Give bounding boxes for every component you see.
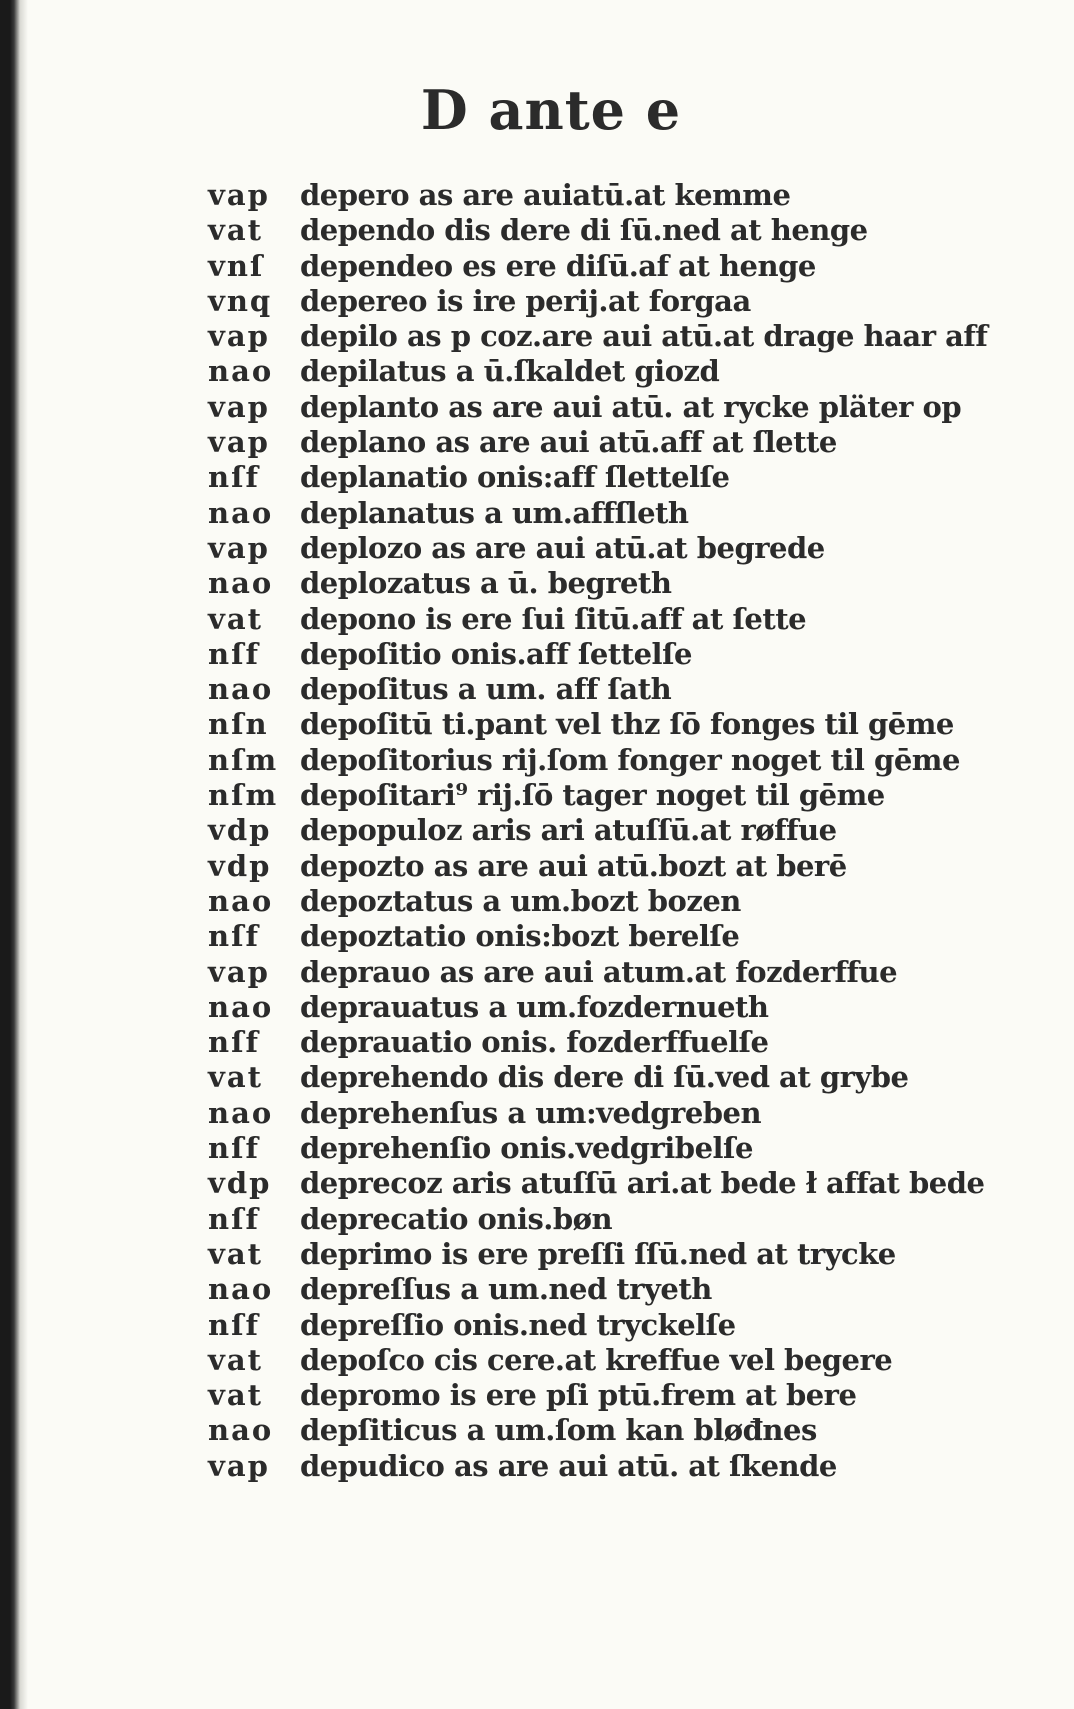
entry-text: depoſitus a um. aff ſath — [300, 672, 672, 707]
dictionary-entry — [208, 354, 1008, 389]
entry-grammar-code: nſm — [208, 742, 279, 777]
entry-grammar-code: nao — [208, 566, 274, 601]
entry-grammar-code: nao — [208, 1095, 274, 1130]
document-page — [28, 0, 1074, 1709]
entry-grammar-code: vat — [208, 1342, 264, 1377]
entry-text: deplano as are aui atū.aff at ſlette — [300, 425, 837, 460]
entry-text: depoſitū ti.pant vel thz ſō fonges til gēme — [300, 707, 954, 742]
dictionary-entry — [208, 1096, 1008, 1131]
entry-grammar-code: vnq — [208, 283, 273, 318]
dictionary-entry — [208, 672, 1008, 707]
dictionary-entry — [208, 884, 1008, 919]
entry-text: depoztatus a um.bozt bozen — [300, 883, 741, 918]
entry-grammar-code: nao — [208, 989, 274, 1024]
entry-text: deplanatio onis:aff ſlettelſe — [300, 460, 730, 495]
dictionary-entry — [208, 1413, 1008, 1448]
entry-text: dependeo es ere diſū.af at henge — [300, 248, 816, 283]
entry-text: deplozo as are aui atū.at begrede — [300, 530, 825, 565]
dictionary-entry — [208, 1378, 1008, 1413]
entry-text: depilo as p coz.are aui atū.at drage haar aff — [300, 319, 988, 354]
entry-text: depoſitari⁹ rij.ſō tager noget til gēme — [300, 778, 885, 813]
dictionary-entry — [208, 1202, 1008, 1237]
entry-text: deplozatus a ū. begreth — [300, 566, 672, 601]
entry-text: depono is ere ſui ſitū.aff at ſette — [300, 601, 807, 636]
dictionary-entry — [208, 1131, 1008, 1166]
dictionary-entry — [208, 390, 1008, 425]
entry-grammar-code: vat — [208, 1378, 264, 1413]
entry-text: depoſitorius rij.ſom fonger noget til gēme — [300, 742, 960, 777]
dictionary-entry — [208, 178, 1008, 213]
entry-grammar-code: vap — [208, 954, 270, 989]
entry-text: deprauo as are aui atum.at fozderffue — [300, 954, 898, 989]
page-header: D ante e — [420, 78, 682, 142]
dictionary-entries — [208, 178, 1008, 1484]
entry-text: deprimo is ere preſſi ſſū.ned at trycke — [300, 1236, 896, 1271]
dictionary-entry — [208, 460, 1008, 495]
entry-text: deprecatio onis.bøn — [300, 1201, 613, 1236]
entry-text: depreſſus a um.ned tryeth — [300, 1272, 712, 1307]
dictionary-entry — [208, 319, 1008, 354]
entry-text: depudico as are aui atū. at ſkende — [300, 1448, 837, 1483]
dictionary-entry — [208, 990, 1008, 1025]
dictionary-entry — [208, 1272, 1008, 1307]
entry-text: deplanto as are aui atū. at rycke pläter op — [300, 389, 962, 424]
entry-grammar-code: vat — [208, 601, 264, 636]
entry-grammar-code: nſf — [208, 1131, 261, 1166]
entry-grammar-code: vdp — [208, 813, 272, 848]
entry-grammar-code: vat — [208, 1060, 264, 1095]
dictionary-entry — [208, 284, 1008, 319]
entry-grammar-code: nſf — [208, 1025, 261, 1060]
dictionary-entry — [208, 496, 1008, 531]
dictionary-entry — [208, 1343, 1008, 1378]
entry-grammar-code: vap — [208, 425, 270, 460]
entry-grammar-code: vnſ — [208, 248, 265, 283]
dictionary-entry — [208, 602, 1008, 637]
entry-grammar-code: vat — [208, 213, 264, 248]
entry-grammar-code: vap — [208, 389, 270, 424]
dictionary-entry — [208, 849, 1008, 884]
entry-grammar-code: nao — [208, 672, 274, 707]
dictionary-entry — [208, 531, 1008, 566]
entry-text: depozto as are aui atū.bozt at berē — [300, 848, 847, 883]
entry-grammar-code: nao — [208, 1272, 274, 1307]
dictionary-entry — [208, 425, 1008, 460]
dictionary-entry — [208, 813, 1008, 848]
dictionary-entry — [208, 1166, 1008, 1201]
entry-text: depreſſio onis.ned tryckelſe — [300, 1307, 736, 1342]
entry-grammar-code: nao — [208, 354, 274, 389]
dictionary-entry — [208, 778, 1008, 813]
dictionary-entry — [208, 1449, 1008, 1484]
entry-grammar-code: vap — [208, 319, 270, 354]
entry-text: depoſitio onis.aff ſettelſe — [300, 636, 693, 671]
entry-text: dependo dis dere di ſū.ned at henge — [300, 213, 868, 248]
entry-grammar-code: nſf — [208, 460, 261, 495]
dictionary-entry — [208, 1237, 1008, 1272]
dictionary-entry — [208, 566, 1008, 601]
entry-text: deplanatus a um.affſleth — [300, 495, 689, 530]
entry-grammar-code: nſf — [208, 1201, 261, 1236]
dictionary-entry — [208, 743, 1008, 778]
entry-text: depoſco cis cere.at kreffue vel begere — [300, 1342, 893, 1377]
dictionary-entry — [208, 955, 1008, 990]
dictionary-entry — [208, 919, 1008, 954]
entry-grammar-code: nao — [208, 1413, 274, 1448]
dictionary-entry — [208, 637, 1008, 672]
entry-grammar-code: nao — [208, 495, 274, 530]
entry-grammar-code: nſf — [208, 1307, 261, 1342]
entry-text: depereo is ire perij.at forgaa — [300, 283, 751, 318]
entry-text: depilatus a ū.ſkaldet giozd — [300, 354, 720, 389]
entry-grammar-code: vdp — [208, 1166, 272, 1201]
entry-text: deprauatus a um.fozdernueth — [300, 989, 769, 1024]
entry-grammar-code: nſf — [208, 919, 261, 954]
entry-text: deprauatio onis. fozderffuelſe — [300, 1025, 769, 1060]
dictionary-entry — [208, 249, 1008, 284]
entry-grammar-code: nſm — [208, 778, 279, 813]
entry-grammar-code: vdp — [208, 848, 272, 883]
entry-text: deprehendo dis dere di ſū.ved at grybe — [300, 1060, 909, 1095]
dictionary-entry — [208, 1025, 1008, 1060]
scan-edge — [0, 0, 28, 1709]
entry-grammar-code: vap — [208, 178, 270, 212]
entry-text: depſiticus a um.ſom kan bløđnes — [300, 1413, 817, 1448]
entry-grammar-code: nſn — [208, 707, 269, 742]
dictionary-entry — [208, 213, 1008, 248]
entry-grammar-code: nſf — [208, 636, 261, 671]
dictionary-entry — [208, 1060, 1008, 1095]
entry-text: depopuloz aris ari atuſſū.at røffue — [300, 813, 837, 848]
entry-text: depromo is ere pſi ptū.frem at bere — [300, 1378, 857, 1413]
entry-grammar-code: vap — [208, 1448, 270, 1483]
entry-grammar-code: nao — [208, 883, 274, 918]
dictionary-entry — [208, 707, 1008, 742]
entry-text: deprecoz aris atuſſū ari.at bede ł affat bede — [300, 1166, 985, 1201]
dictionary-entry — [208, 1308, 1008, 1343]
entry-text: deprehenſus a um:vedgreben — [300, 1095, 762, 1130]
entry-grammar-code: vat — [208, 1236, 264, 1271]
entry-text: deprehenſio onis.vedgribelſe — [300, 1131, 753, 1166]
entry-text: depero as are auiatū.at kemme — [300, 178, 791, 212]
entry-grammar-code: vap — [208, 530, 270, 565]
entry-text: depoztatio onis:bozt berelſe — [300, 919, 740, 954]
